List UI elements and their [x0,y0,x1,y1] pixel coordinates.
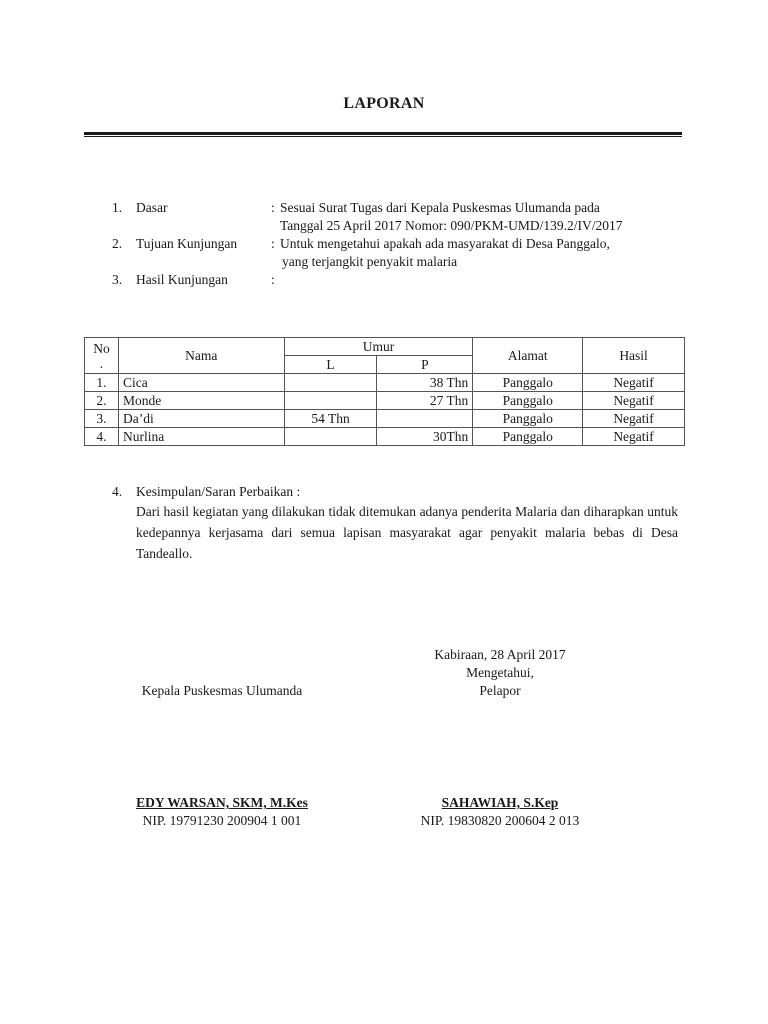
results-table [84,337,685,446]
cell-alamat: Panggalo [473,410,583,428]
cell-hasil: Negatif [583,428,685,446]
item-value-line: Sesuai Surat Tugas dari Kepala Puskesmas Ulumanda pada [280,200,600,215]
cell-l [284,374,377,392]
header-nama: Nama [118,338,284,374]
cell-no: 3. [85,410,119,428]
cell-p [377,410,473,428]
signature-reporter-title: Pelapor [479,683,521,698]
header-umur: Umur [284,338,473,356]
cell-alamat: Panggalo [473,374,583,392]
title-rule-thin [84,136,682,137]
cell-nama: Da’di [118,410,284,428]
item-label: Dasar [136,200,168,215]
cell-l [284,428,377,446]
reporter-nip: NIP. 19830820 200604 2 013 [420,813,580,828]
signature-head-title: Kepala Puskesmas Ulumanda [141,683,303,698]
header-hasil: Hasil [583,338,685,374]
conclusion-text: Dari hasil kegiatan yang dilakukan tidak ditemukan adanya penderita Malaria dan diharapkan untuk kedepannya kerjasama dari semua lapisan masyarakat agar penyakit malaria bebas di Desa Tandeallo. [136,504,678,561]
signature-place-date: Kabiraan, 28 April 2017 [434,647,566,662]
cell-nama: Monde [118,392,284,410]
item-colon: : [271,272,275,287]
table-row [85,392,685,410]
item-number: 2. [112,236,123,251]
table-row [85,428,685,446]
cell-hasil: Negatif [583,410,685,428]
signature-place-block [400,646,600,700]
header-no-text: No [93,340,110,356]
item-value [280,235,690,271]
header-alamat: Alamat [473,338,583,374]
item-colon: : [271,200,275,215]
title-rule-thick [84,132,682,135]
table-row [85,374,685,392]
conclusion-number: 4. [112,484,123,499]
header-no-dot: . [99,355,104,371]
header-p: P [377,356,473,374]
item-label: Tujuan Kunjungan [136,236,238,251]
cell-no: 2. [85,392,119,410]
cell-no: 1. [85,374,119,392]
item-number: 1. [112,200,123,215]
cell-nama: Cica [118,374,284,392]
cell-p: 30Thn [377,428,473,446]
cell-alamat: Panggalo [473,428,583,446]
item-value-line: Untuk mengetahui apakah ada masyarakat di Desa Panggalo, [280,236,610,251]
table-header-row [85,338,685,356]
item-colon: : [271,236,275,251]
signature-acknowledged: Mengetahui, [466,665,534,680]
cell-nama: Nurlina [118,428,284,446]
item-value [280,199,690,235]
cell-p: 38 Thn [377,374,473,392]
reporter-name: SAHAWIAH, S.Kep [441,795,559,810]
cell-p: 27 Thn [377,392,473,410]
cell-l [284,392,377,410]
cell-no: 4. [85,428,119,446]
item-value-line: Tanggal 25 April 2017 Nomor: 090/PKM-UMD/139.2/IV/2017 [280,218,623,233]
item-label: Hasil Kunjungan [136,272,228,287]
table-row [85,410,685,428]
cell-l: 54 Thn [284,410,377,428]
header-l: L [284,356,377,374]
item-number: 3. [112,272,123,287]
header-no [85,338,119,374]
cell-alamat: Panggalo [473,392,583,410]
document-title: LAPORAN [343,95,425,112]
cell-hasil: Negatif [583,392,685,410]
item-value-line: yang terjangkit penyakit malaria [282,254,458,269]
cell-hasil: Negatif [583,374,685,392]
head-name: EDY WARSAN, SKM, M.Kes [136,795,308,810]
conclusion-label: Kesimpulan/Saran Perbaikan : [136,484,301,499]
head-nip: NIP. 19791230 200904 1 001 [142,813,302,828]
